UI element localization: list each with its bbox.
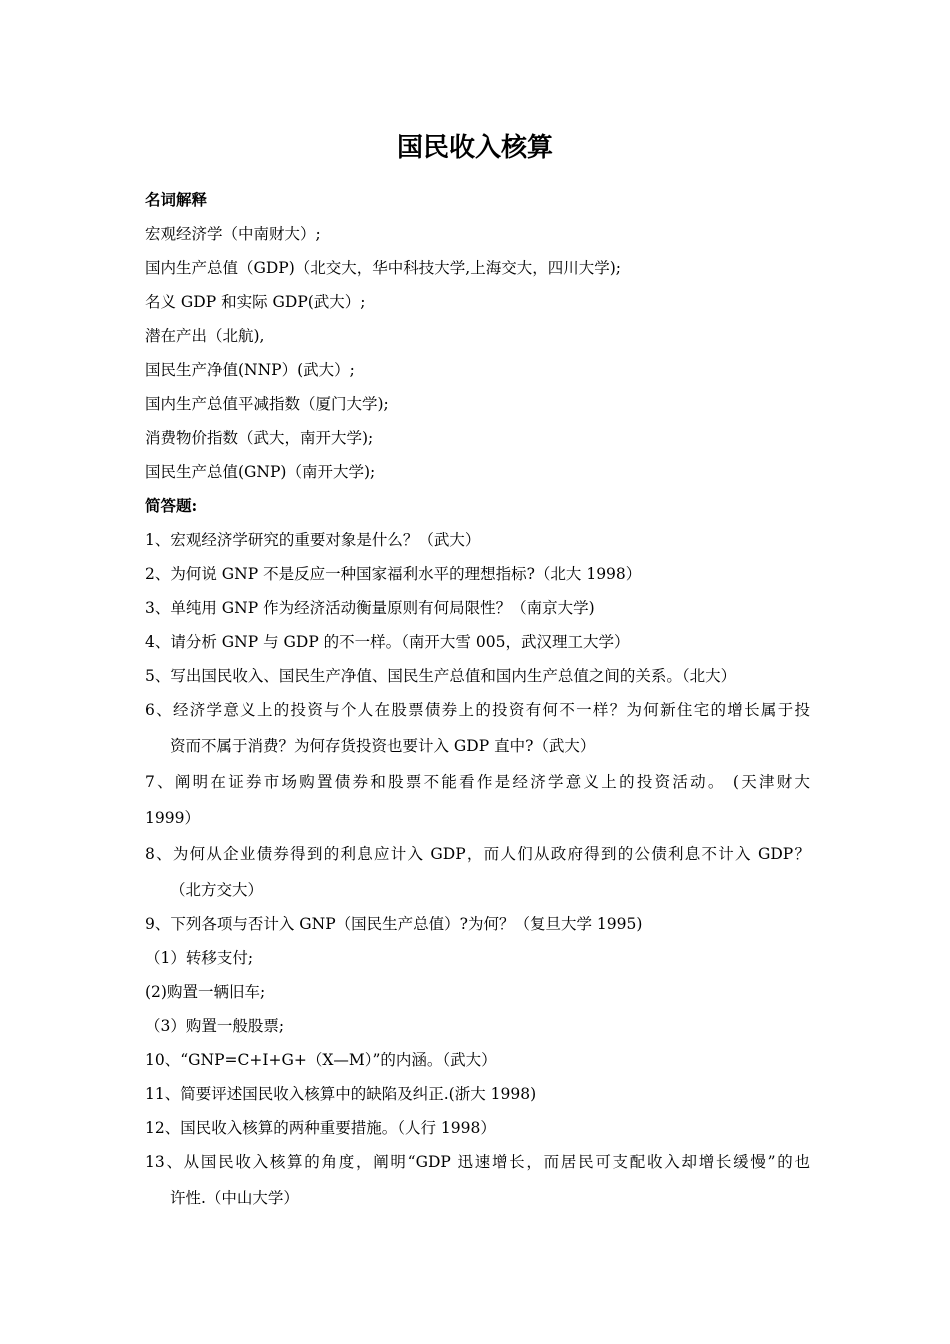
question-item: 1、宏观经济学研究的重要对象是什么？（武大）	[145, 531, 481, 549]
sub-question-item: （3）购置一般股票;	[145, 1017, 285, 1035]
question-item: 12、国民收入核算的两种重要措施。（人行 1998）	[145, 1119, 496, 1137]
sub-question-item: （1）转移支付;	[145, 949, 254, 967]
question-item: 5、写出国民收入、国民生产净值、国民生产总值和国内生产总值之间的关系。（北大）	[145, 667, 737, 685]
question-item: 11、简要评述国民收入核算中的缺陷及纠正.(浙大 1998)	[145, 1085, 537, 1103]
document-title: 国民收入核算	[396, 133, 553, 163]
question-item: 4、请分析 GNP 与 GDP 的不一样。（南开大雪 005，武汉理工大学）	[145, 633, 630, 651]
question-item: 6、经济学意义上的投资与个人在股票债券上的投资有何不一样？为何新住宅的增长属于投	[145, 701, 810, 719]
question-item: 7、阐明在证券市场购置债券和股票不能看作是经济学意义上的投资活动。 (天津财大	[145, 773, 810, 791]
terms-heading: 名词解释	[145, 190, 208, 209]
term-item: 国民生产总值(GNP)（南开大学);	[145, 463, 376, 481]
questions-heading: 简答题:	[145, 496, 198, 515]
term-item: 名义 GDP 和实际 GDP(武大）;	[145, 293, 366, 311]
term-item: 国内生产总值（GDP)（北交大，华中科技大学,上海交大，四川大学);	[145, 259, 621, 277]
question-item: 8、为何从企业债券得到的利息应计入 GDP，而人们从政府得到的公债利息不计入 GDP？	[145, 845, 810, 863]
term-item: 潜在产出（北航),	[145, 327, 265, 345]
question-item-continued: （北方交大）	[170, 881, 264, 899]
question-item-continued: 许性.（中山大学）	[170, 1189, 299, 1207]
question-item: 2、为何说 GNP 不是反应一种国家福利水平的理想指标?（北大 1998）	[145, 565, 642, 583]
sub-question-item: (2)购置一辆旧车;	[145, 983, 266, 1001]
question-item-continued: 1999）	[145, 809, 200, 827]
term-item: 宏观经济学（中南财大）;	[145, 225, 321, 243]
term-item: 国民生产净值(NNP）(武大）;	[145, 361, 355, 379]
question-item: 13、从国民收入核算的角度，阐明“GDP 迅速增长，而居民可支配收入却增长缓慢”的也	[145, 1153, 810, 1171]
question-item: 3、单纯用 GNP 作为经济活动衡量原则有何局限性？（南京大学)	[145, 599, 595, 617]
question-item: 10、“GNP=C+I+G+（X—M）”的内涵。（武大）	[145, 1051, 497, 1069]
question-item: 9、下列各项与否计入 GNP（国民生产总值）?为何？（复旦大学 1995)	[145, 915, 643, 933]
question-item-continued: 资而不属于消费？为何存货投资也要计入 GDP 直中?（武大）	[170, 737, 596, 755]
term-item: 消费物价指数（武大，南开大学);	[145, 429, 374, 447]
term-item: 国内生产总值平减指数（厦门大学);	[145, 395, 389, 413]
